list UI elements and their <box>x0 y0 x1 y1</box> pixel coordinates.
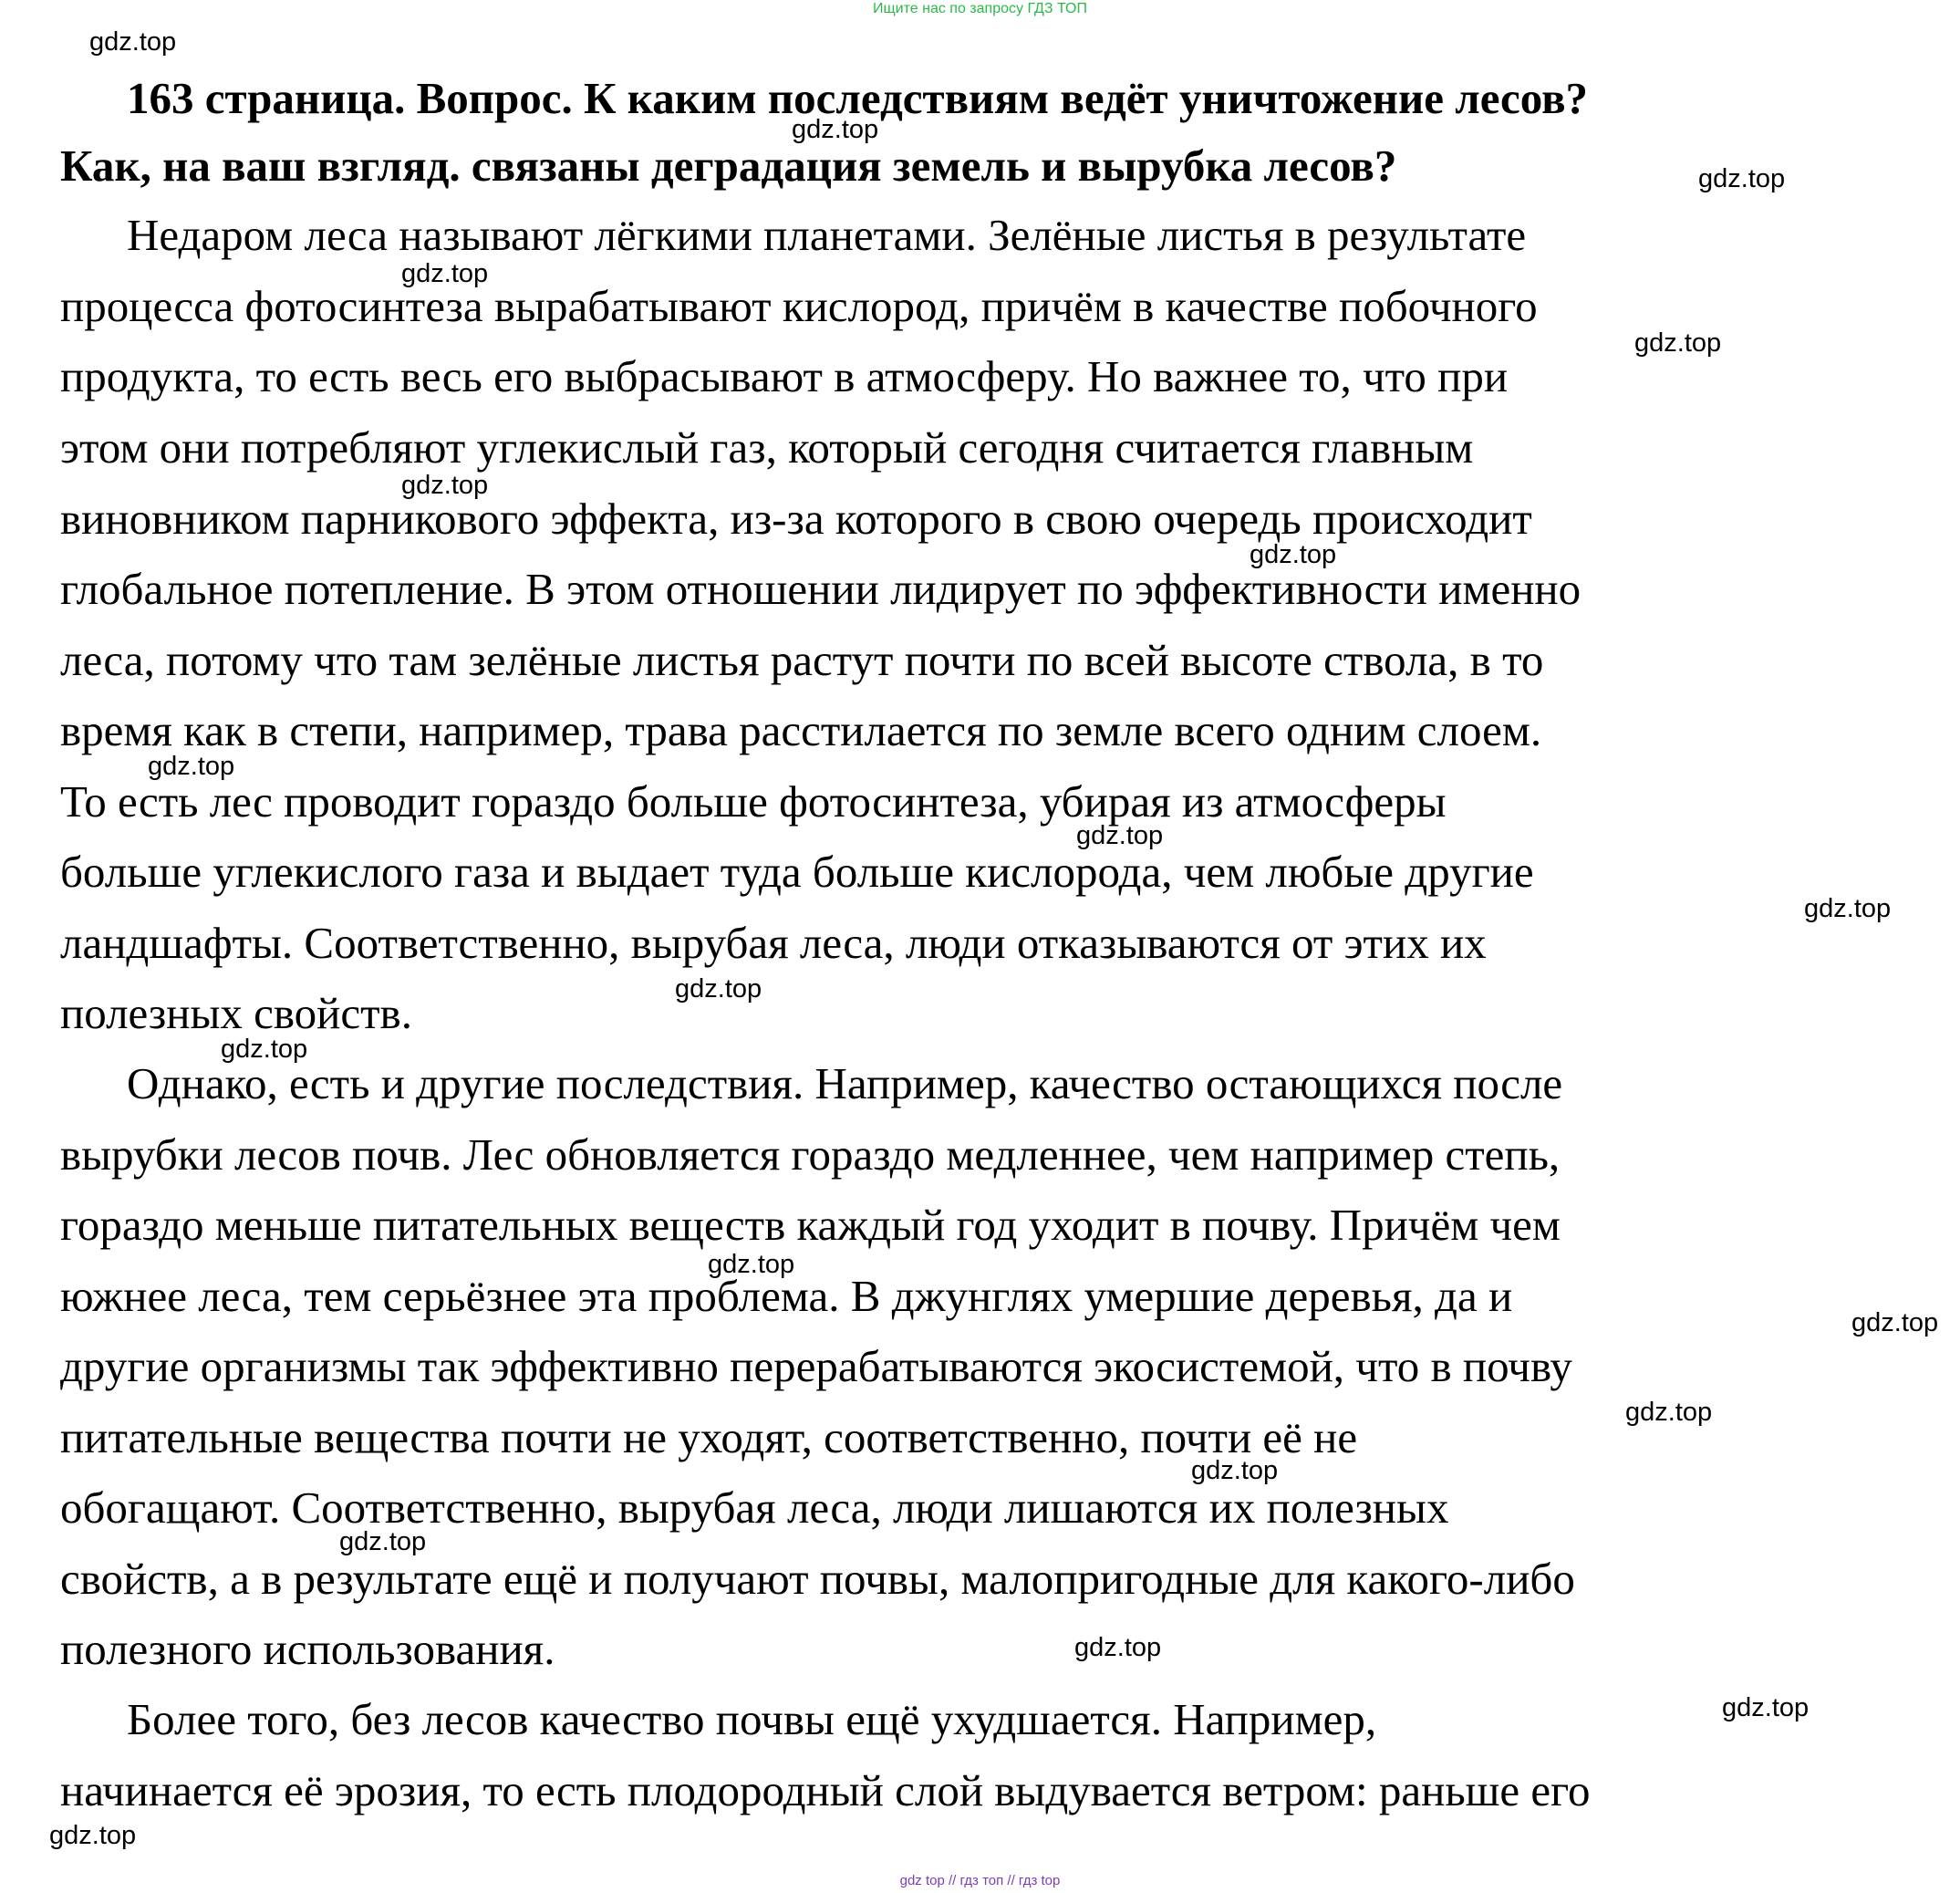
paragraph-1-line: То есть лес проводит гораздо больше фотосинтеза, убирая из атмосферы <box>60 776 1447 827</box>
paragraph-3-line: Более того, без лесов качество почвы ещё ухудшается. Например, <box>127 1694 1377 1744</box>
watermark: gdz.top <box>1191 1456 1279 1485</box>
title-line-1: 163 страница. Вопрос. К каким последствиям ведёт уничтожение лесов? <box>127 73 1589 123</box>
watermark: gdz.top <box>89 27 177 57</box>
watermark: gdz.top <box>1851 1308 1939 1337</box>
paragraph-2-line: полезного использования. <box>60 1624 555 1674</box>
watermark: gdz.top <box>401 259 489 288</box>
paragraph-3-line: начинается её эрозия, то есть плодородный слой выдувается ветром: раньше его <box>60 1765 1591 1815</box>
watermark: gdz.top <box>401 471 489 500</box>
paragraph-2-line: вырубки лесов почв. Лес обновляется гораздо медленнее, чем например степь, <box>60 1129 1561 1180</box>
paragraph-1-line: больше углекислого газа и выдает туда больше кислорода, чем любые другие <box>60 847 1534 897</box>
paragraph-2-line: другие организмы так эффективно перерабатываются экосистемой, что в почву <box>60 1341 1572 1391</box>
top-banner: Ищите нас по запросу ГДЗ ТОП <box>873 1 1087 16</box>
title-line-2: Как, на ваш взгляд. связаны деградация земель и вырубка лесов? <box>60 140 1397 191</box>
paragraph-2-line: южнее леса, тем серьёзнее эта проблема. В джунглях умершие деревья, да и <box>60 1271 1513 1321</box>
paragraph-1-line: виновником парникового эффекта, из-за которого в свою очередь происходит <box>60 494 1532 544</box>
paragraph-2-line: гораздо меньше питательных веществ каждый год уходит в почву. Причём чем <box>60 1200 1561 1250</box>
paragraph-1-line: продукта, то есть весь его выбрасывают в атмосферу. Но важнее то, что при <box>60 351 1509 401</box>
watermark: gdz.top <box>1722 1693 1810 1722</box>
watermark: gdz.top <box>1250 540 1337 569</box>
paragraph-1-line: Недаром леса называют лёгкими планетами. Зелёные листья в результате <box>127 210 1527 260</box>
watermark: gdz.top <box>792 115 879 144</box>
paragraph-2-line: свойств, а в результате ещё и получают почвы, малопригодные для какого-либо <box>60 1554 1575 1604</box>
paragraph-1-line: ландшафты. Соответственно, вырубая леса, люди отказываются от этих их <box>60 918 1487 968</box>
watermark: gdz.top <box>221 1035 308 1064</box>
watermark: gdz.top <box>1074 1633 1162 1662</box>
bottom-banner: gdz top // гдз топ // гдз top <box>899 1873 1061 1888</box>
paragraph-1-line: глобальное потепление. В этом отношении лидирует по эффективности именно <box>60 564 1581 614</box>
watermark: gdz.top <box>1076 821 1164 850</box>
paragraph-2-line: Однако, есть и другие последствия. Например, качество остающихся после <box>127 1058 1563 1108</box>
watermark: gdz.top <box>1698 164 1786 193</box>
paragraph-1-line: процесса фотосинтеза вырабатывают кислород, причём в качестве побочного <box>60 281 1538 331</box>
paragraph-2-line: питательные вещества почти не уходят, соответственно, почти её не <box>60 1412 1358 1462</box>
watermark: gdz.top <box>1634 328 1722 358</box>
watermark: gdz.top <box>148 752 235 781</box>
paragraph-1-line: время как в степи, например, трава расстилается по земле всего одним слоем. <box>60 705 1542 755</box>
paragraph-1-line: полезных свойств. <box>60 988 412 1038</box>
watermark: gdz.top <box>708 1250 795 1279</box>
watermark: gdz.top <box>49 1821 137 1850</box>
watermark: gdz.top <box>339 1527 427 1556</box>
watermark: gdz.top <box>1625 1398 1713 1427</box>
paragraph-2-line: обогащают. Соответственно, вырубая леса, люди лишаются их полезных <box>60 1482 1449 1533</box>
watermark: gdz.top <box>1804 894 1892 923</box>
paragraph-1-line: леса, потому что там зелёные листья растут почти по всей высоте ствола, в то <box>60 635 1544 685</box>
watermark: gdz.top <box>675 974 762 1004</box>
paragraph-1-line: этом они потребляют углекислый газ, который сегодня считается главным <box>60 422 1474 473</box>
